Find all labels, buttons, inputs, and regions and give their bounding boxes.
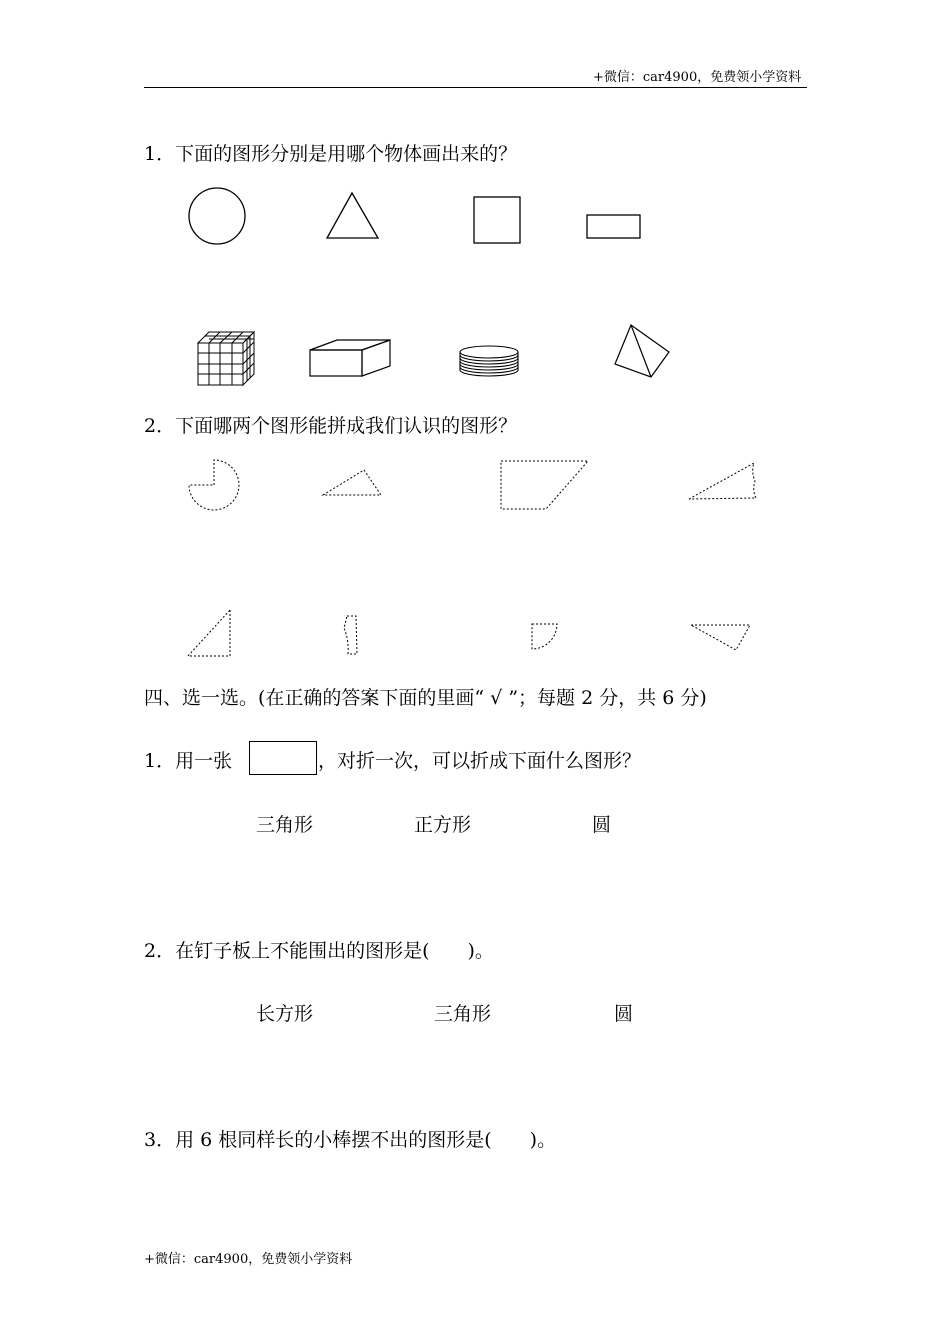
small-triangle-piece bbox=[323, 470, 381, 495]
question-1-text: 1．下面的图形分别是用哪个物体画出来的？ bbox=[144, 143, 518, 165]
s4-q1-option-2[interactable]: 正方形 bbox=[414, 814, 472, 836]
s4-q1-option-1[interactable]: 三角形 bbox=[256, 814, 314, 836]
quarter-circle-piece bbox=[532, 624, 557, 649]
triangle-icon bbox=[327, 193, 378, 238]
torn-strip-piece bbox=[344, 616, 357, 654]
s4-question-1-prefix: 1．用一张 bbox=[144, 750, 233, 772]
footer-watermark: +微信：car4900，免费领小学资料 bbox=[144, 1252, 353, 1267]
s4-question-1-suffix: ，对折一次，可以折成下面什么图形？ bbox=[318, 750, 642, 772]
triangular-pyramid-icon bbox=[615, 325, 669, 377]
rectangle-icon bbox=[587, 215, 640, 238]
trapezoid-piece bbox=[501, 461, 588, 509]
s4-question-2-text: 2．在钉子板上不能围出的图形是( )。 bbox=[144, 940, 494, 962]
right-triangle-piece bbox=[188, 610, 230, 656]
jagged-triangle-piece bbox=[689, 463, 756, 499]
s4-q2-option-2[interactable]: 三角形 bbox=[434, 1003, 492, 1025]
three-quarter-circle-piece bbox=[189, 460, 239, 510]
paper-rectangle-icon bbox=[249, 741, 317, 775]
s4-q1-option-3[interactable]: 圆 bbox=[592, 814, 612, 836]
section-4-title: 四、选一选。(在正确的答案下面的里画“ √ ”；每题 2 分，共 6 分) bbox=[144, 687, 707, 709]
coin-stack-icon bbox=[460, 346, 518, 376]
s4-q2-option-3[interactable]: 圆 bbox=[614, 1003, 634, 1025]
rubiks-cube-icon bbox=[198, 332, 254, 385]
cuboid-box-icon bbox=[310, 340, 390, 376]
header-watermark: +微信：car4900，免费领小学资料 bbox=[593, 70, 802, 85]
inverted-triangle-piece bbox=[691, 625, 750, 650]
circle-icon bbox=[189, 188, 245, 244]
s4-q2-option-1[interactable]: 长方形 bbox=[256, 1003, 314, 1025]
question-2-text: 2．下面哪两个图形能拼成我们认识的图形？ bbox=[144, 415, 518, 437]
square-icon bbox=[474, 197, 520, 243]
s4-question-3-text: 3．用 6 根同样长的小棒摆不出的图形是( )。 bbox=[144, 1129, 557, 1151]
